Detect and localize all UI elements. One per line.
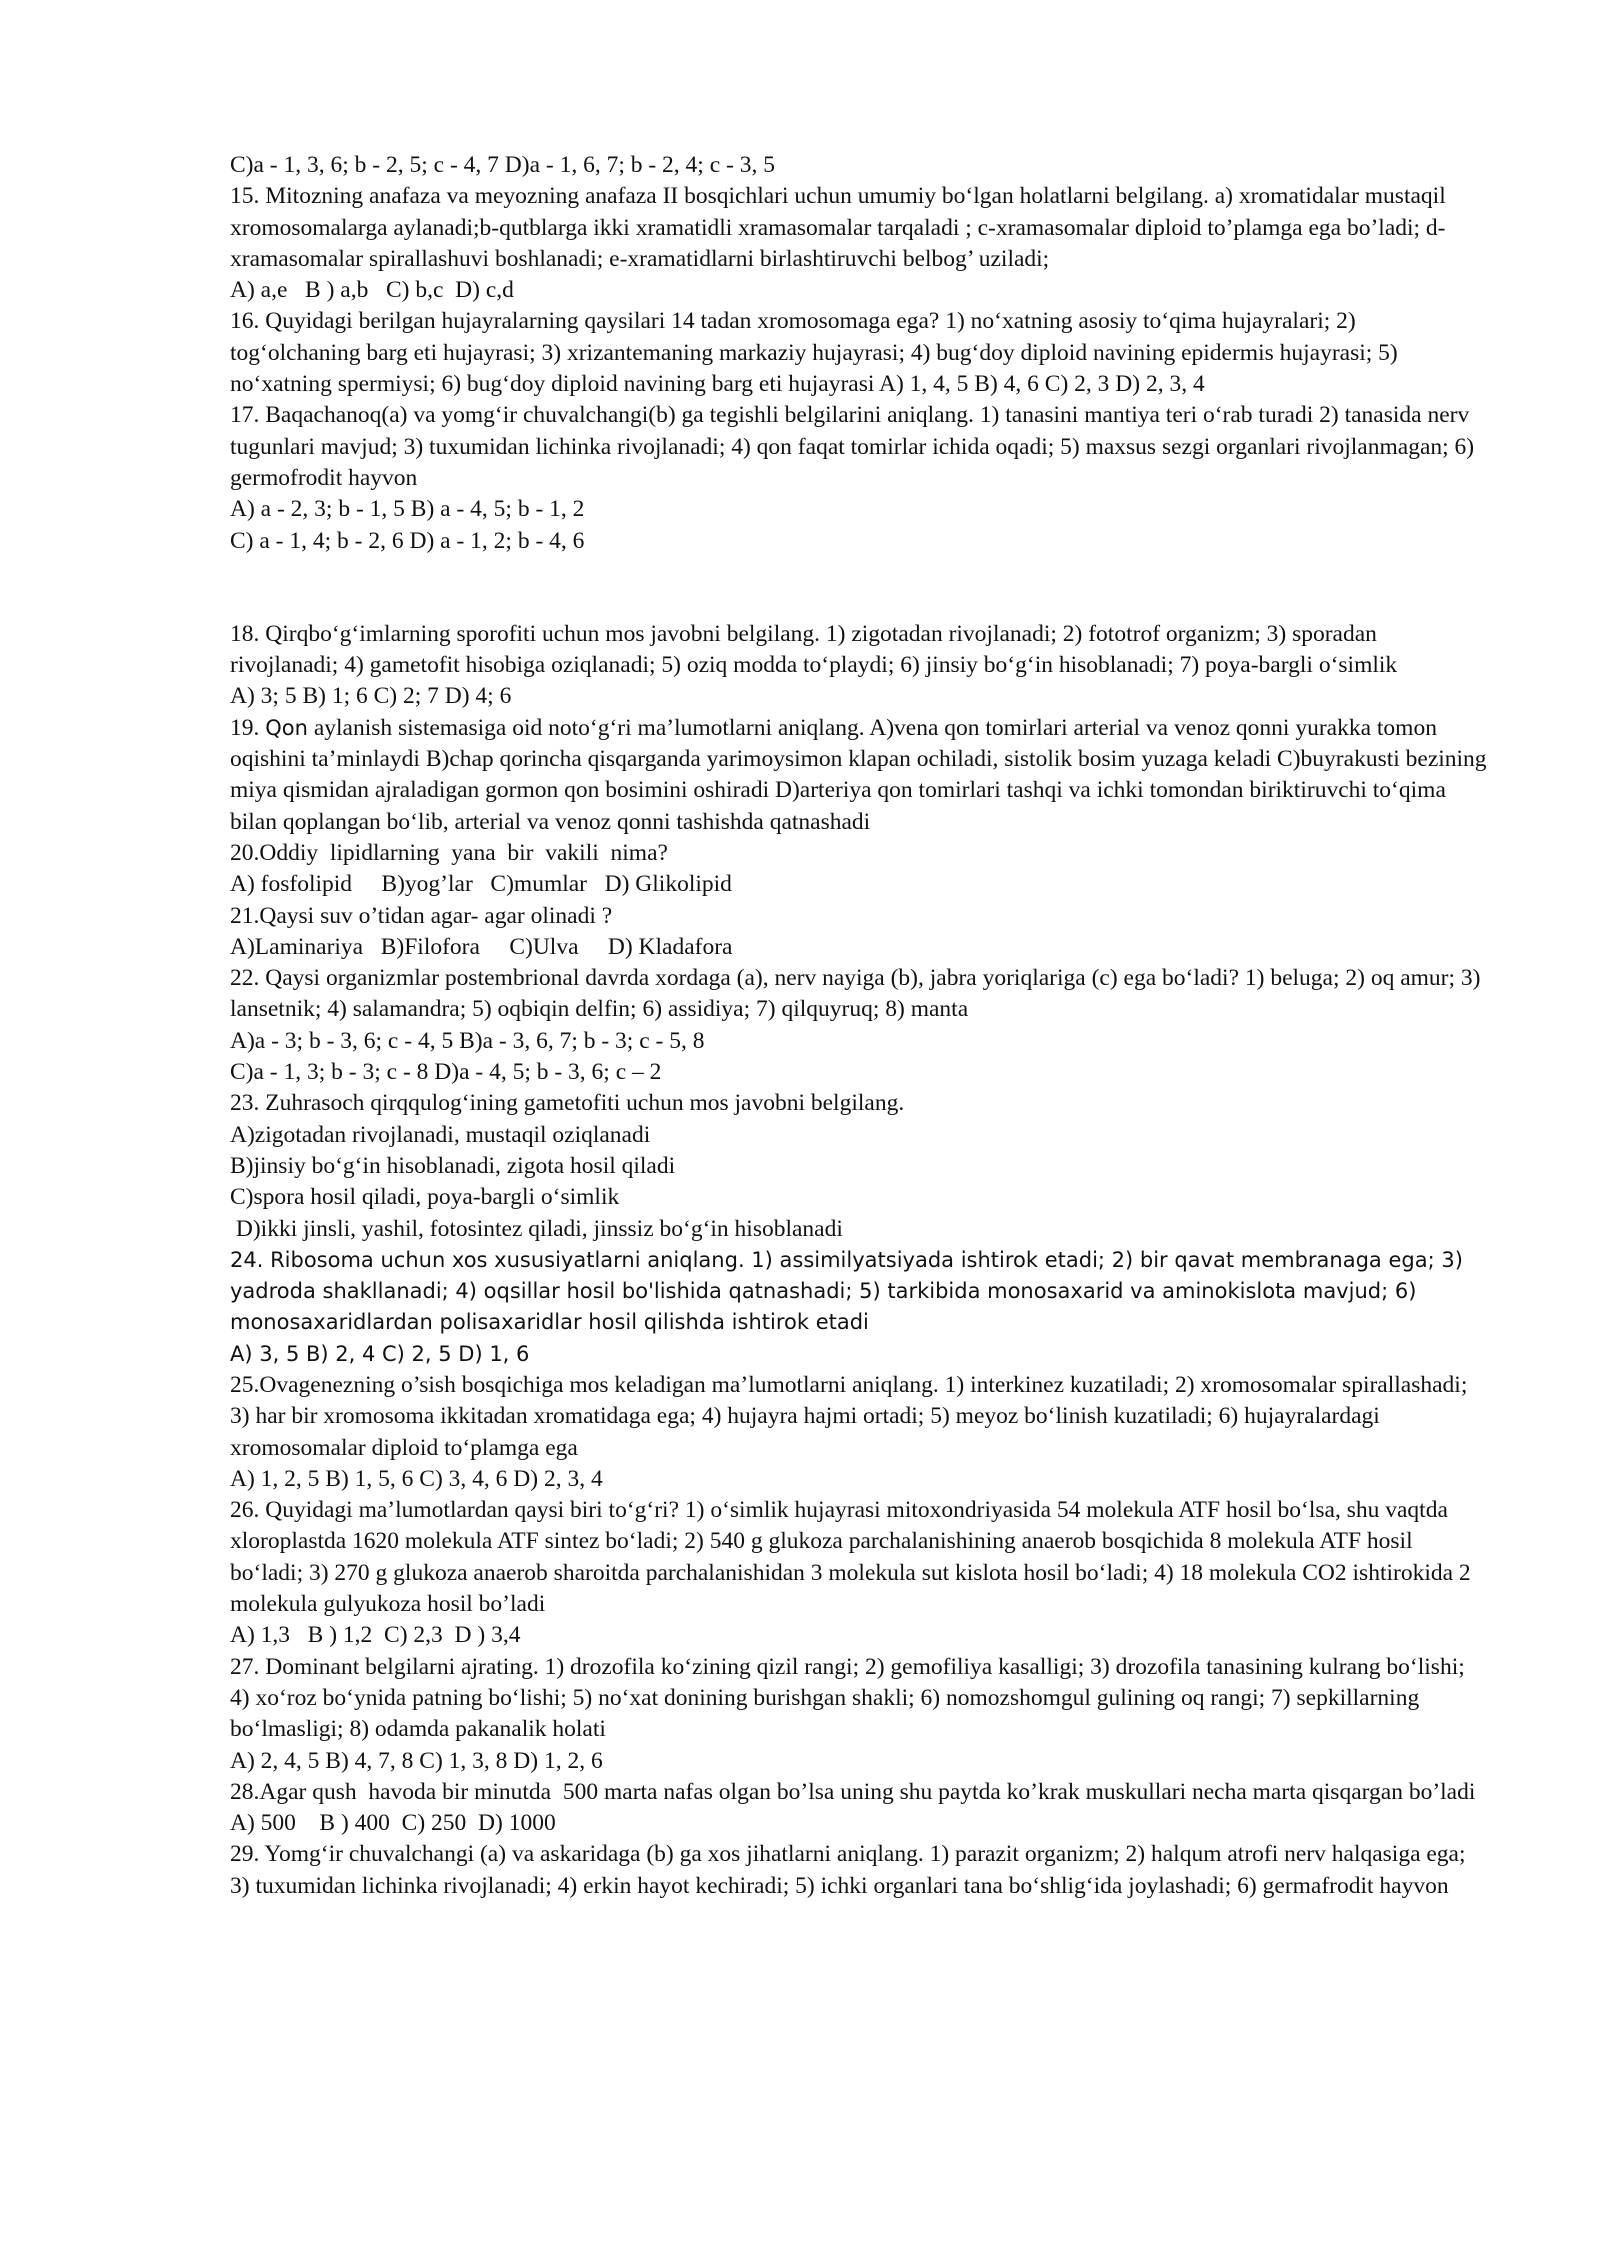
answer-options-18: A) 3; 5 B) 1; 6 C) 2; 7 D) 4; 6 [230, 683, 512, 710]
question-22: 22. Qaysi organizmlar postembrional davrda xordaga (a), nerv nayiga (b), jabra yoriqlariga (c) ega bo‘ladi? 1) beluga; 2) oq amur; 3) lansetnik; 4) salamandra; 5) oqbiqin delfin; 6) assidiya; 7) qilquyruq; 8) manta [230, 965, 1487, 1023]
question-21: 21.Qaysi suv o’tidan agar- agar olinadi ? [230, 902, 613, 929]
answer-option-23-c: C)spora hosil qiladi, poya-bargli o‘simlik [230, 1184, 620, 1211]
answer-option-23-a: A)zigotadan rivojlanadi, mustaqil oziqlanadi [230, 1121, 651, 1148]
question-23: 23. Zuhrasoch qirqqulog‘ining gametofiti uchun mos javobni belgilang. [230, 1090, 905, 1117]
answer-options-22-cd: C)a - 1, 3; b - 3; c - 8 D)a - 4, 5; b - 3, 6; c – 2 [230, 1059, 662, 1086]
question-18: 18. Qirqbo‘g‘imlarning sporofiti uchun mos javobni belgilang. 1) zigotadan rivojlanadi; 2) fototrof organizm; 3) sporadan rivojlanadi; 4) gametofit hisobiga oziqlanadi; 5) oziq modda to‘playdi; 6) jinsiy bo‘g‘in hisoblanadi; 7) poya-bargli o‘simlik [230, 620, 1398, 679]
question-27: 27. Dominant belgilarni ajrating. 1) drozofila ko‘zining qizil rangi; 2) gemofiliya kasalligi; 3) drozofila tanasining kulrang bo‘lishi; 4) xo‘roz bo‘ynida patning bo‘lishi; 5) no‘xat donining burishgan shakli; 6) nomozshomgul gulining oq rangi; 7) sepkillarning bo‘lmasligi; 8) odamda pakanalik holati [230, 1653, 1471, 1743]
answer-options-line: C)a - 1, 3, 6; b - 2, 5; c - 4, 7 D)a - 1, 6, 7; b - 2, 4; c - 3, 5 [230, 152, 775, 178]
answer-options-15: A) a,e B ) a,b C) b,c D) c,d [230, 277, 514, 304]
question-17: 17. Baqachanoq(a) va yomg‘ir chuvalchangi(b) ga tegishli belgilarini aniqlang. 1) tanasini mantiya teri o‘rab turadi 2) tanasida nerv tugunlari mavjud; 3) tuxumidan lichinka rivojlanadi; 4) qon faqat tomirlar ichida oqadi; 5) maxsus sezgi organlari rivojlanmagan; 6) germofrodit hayvon [230, 402, 1480, 491]
question-19 [230, 713, 1493, 838]
question-29: 29. Yomg‘ir chuvalchangi (a) va askaridaga (b) ga xos jihatlarni aniqlang. 1) parazit organizm; 2) halqum atrofi nerv halqasiga ega; 3) tuxumidan lichinka rivojlanadi; 4) erkin hayot kechiradi; 5) ichki organlari tana bo‘shlig‘ida joylashadi; 6) germafrodit hayvon [230, 1841, 1472, 1899]
answer-option-23-b: B)jinsiy bo‘g‘in hisoblanadi, zigota hosil qiladi [230, 1152, 676, 1179]
question-26: 26. Quyidagi ma’lumotlardan qaysi biri to‘g‘ri? 1) o‘simlik hujayrasi mitoxondriyasida 54 molekula ATF hosil bo‘lsa, shu vaqtda xloroplastda 1620 molekula ATF sintez bo‘ladi; 2) 540 g glukoza parchalanishining anaerob bosqichida 8 molekula ATF hosil bo‘ladi; 3) 270 g glukoza anaerob sharoitda parchalanishidan 3 molekula sut kislota hosil bo‘ladi; 4) 18 molekula CO2 ishtirokida 2 molekula gulyukoza hosil bo’ladi [230, 1497, 1477, 1618]
answer-options-27: A) 2, 4, 5 B) 4, 7, 8 C) 1, 3, 8 D) 1, 2, 6 [230, 1747, 603, 1774]
answer-options-26: A) 1,3 B ) 1,2 C) 2,3 D ) 3,4 [230, 1622, 521, 1649]
answer-options-21: A)Laminariya B)Filofora C)Ulva D) Kladafora [230, 933, 733, 960]
question-16: 16. Quyidagi berilgan hujayralarning qaysilari 14 tadan xromosomaga ega? 1) no‘xatning asosiy to‘qima hujayralari; 2) tog‘olchaning barg eti hujayrasi; 3) xrizantemaning markaziy hujayrasi; 4) bug‘doy diploid navining epidermis hujayrasi; 5) no‘xatning spermiysi; 6) bug‘doy diploid navining barg eti hujayrasi A) 1, 4, 5 B) 4, 6 C) 2, 3 D) 2, 3, 4 [230, 308, 1404, 398]
blank-gap [230, 557, 1490, 619]
question-28: 28.Agar qush havoda bir minutda 500 marta nafas olgan bo’lsa uning shu paytda ko’krak muskullari necha marta qisqargan bo’ladi [230, 1778, 1476, 1805]
answer-options-25: A) 1, 2, 5 B) 1, 5, 6 C) 3, 4, 6 D) 2, 3, 4 [230, 1465, 603, 1492]
answer-options-22-ab: A)a - 3; b - 3, 6; c - 4, 5 B)a - 3, 6, 7; b - 3; c - 5, 8 [230, 1027, 705, 1054]
question-19-first-word: Qon [265, 715, 308, 740]
answer-options-20: A) fosfolipid B)yog’lar C)mumlar D) Glikolipid [230, 871, 732, 898]
question-25: 25.Ovagenezning o’sish bosqichiga mos keladigan ma’lumotlarni aniqlang. 1) interkinez kuzatiladi; 2) xromosomalar spirallashadi; 3) har bir xromosoma ikkitadan xromatidaga ega; 4) hujayra hajmi ortadi; 5) meyoz bo‘linish kuzatiladi; 6) hujayralardagi xromosomalar diploid to‘plamga ega [230, 1371, 1474, 1461]
question-19-text: aylanish sistemasiga oid noto‘g‘ri ma’lumotlarni aniqlang. A)vena qon tomirlari arterial va venoz qonni yurakka tomon oqishini ta’minlaydi B)chap qorincha qisqarganda yarimoysimon klapan ochiladi, sistolik bosim yuzaga keladi C)buyrakusti bezining miya qismidan ajraladigan gormon qon bosimini oshiradi D)arteriya qon tomirlari tashqi va ichki tomondan biriktiruvchi to‘qima bilan qoplangan bo‘lib, arterial va venoz qonni tashishda qatnashadi [230, 714, 1493, 835]
document-body [230, 150, 1493, 1902]
question-19-number: 19. [230, 714, 266, 741]
answer-options-28: A) 500 B ) 400 C) 250 D) 1000 [230, 1810, 556, 1837]
answer-option-23-d: D)ikki jinsli, yashil, fotosintez qiladi, jinssiz bo‘g‘in hisoblanadi [230, 1215, 843, 1242]
question-15: 15. Mitozning anafaza va meyozning anafaza II bosqichlari uchun umumiy bo‘lgan holatlarni belgilang. a) xromatidalar mustaqil xromosomalarga aylanadi;b-qutblarga ikki xramatidli xramasomalar tarqaladi ; c-xramasomalar diploid to’plamga ega bo’ladi; d-xramasomalar spirallashuvi boshlanadi; e-xramatidlarni birlashtiruvchi belbog’ uziladi; [230, 183, 1452, 272]
answer-options-17-ab: A) a - 2, 3; b - 1, 5 B) a - 4, 5; b - 1, 2 [230, 496, 585, 523]
answer-options-24: A) 3, 5 B) 2, 4 C) 2, 5 D) 1, 6 [230, 1341, 530, 1366]
answer-options-17-cd: C) a - 1, 4; b - 2, 6 D) a - 1, 2; b - 4, 6 [230, 527, 585, 554]
question-24: 24. Ribosoma uchun xos xususiyatlarni aniqlang. 1) assimilyatsiyada ishtirok etadi; 2) bir qavat membranaga ega; 3) yadroda shakllanadi; 4) oqsillar hosil bo'lishida qatnashadi; 5) tarkibida monosaxarid va aminokislota mavjud; 6) monosaxaridlardan polisaxaridlar hosil qilishda ishtirok etadi [230, 1247, 1470, 1335]
question-20: 20.Oddiy lipidlarning yana bir vakili nima? [230, 839, 668, 866]
